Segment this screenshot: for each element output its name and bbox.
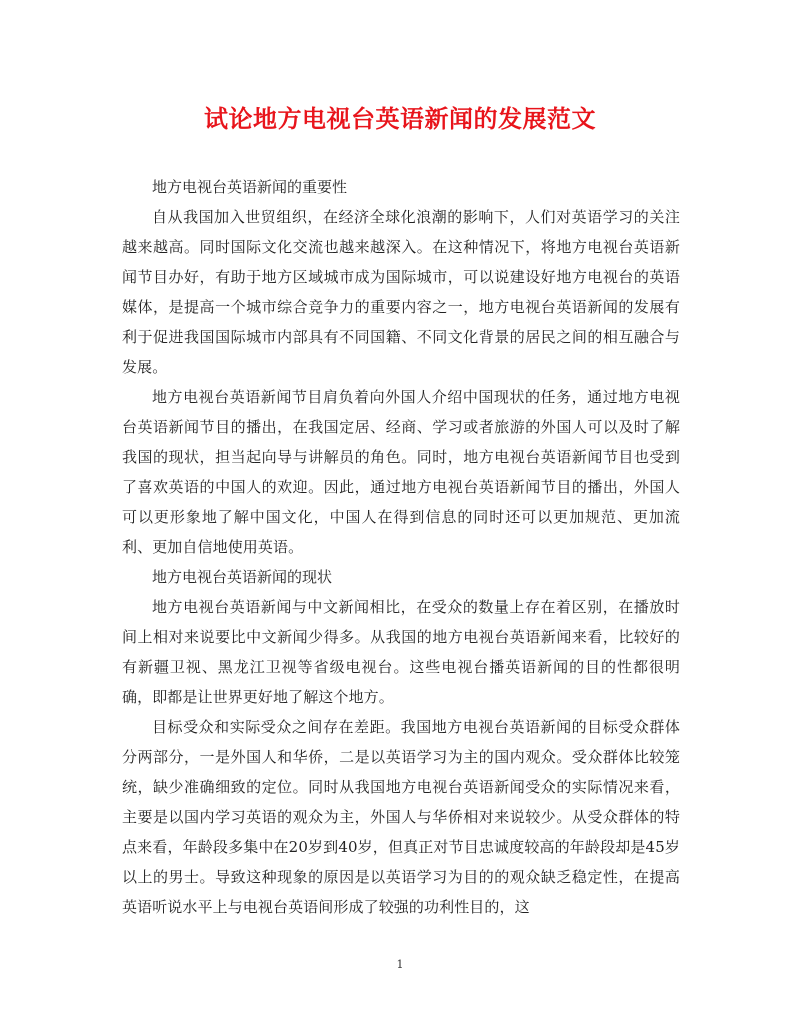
document-title: 试论地方电视台英语新闻的发展范文 <box>204 104 596 133</box>
section-heading: 地方电视台英语新闻的现状 <box>152 568 333 586</box>
page-number: 1 <box>396 958 404 971</box>
section-heading: 地方电视台英语新闻的重要性 <box>152 178 348 196</box>
paragraph: 地方电视台英语新闻节目肩负着向外国人介绍中国现状的任务，通过地方电视台英语新闻节目的播出，在我国定居、经商、学习或者旅游的外国人可以及时了解我国的现状，担当起向导与讲解员的角色。同时，地方电视台英语新闻节目也受到了喜欢英语的中国人的欢迎。因此，通过地方电视台英语新闻节目的播出，外国人可以更形象地了解中国文化，中国人在得到信息的同时还可以更加规范、更加流利、更加自信地使用英语。 <box>122 388 680 556</box>
paragraph: 地方电视台英语新闻与中文新闻相比，在受众的数量上存在着区别，在播放时间上相对来说要比中文新闻少得多。从我国的地方电视台英语新闻来看，比较好的有新疆卫视、黑龙江卫视等省级电视台。这些电视台播英语新闻的目的性都很明确，即都是让世界更好地了解这个地方。 <box>122 598 680 706</box>
paragraph: 目标受众和实际受众之间存在差距。我国地方电视台英语新闻的目标受众群体分两部分，一是外国人和华侨，二是以英语学习为主的国内观众。受众群体比较笼统，缺少准确细致的定位。同时从我国地方电视台英语新闻受众的实际情况来看，主要是以国内学习英语的观众为主，外国人与华侨相对来说较少。从受众群体的特点来看，年龄段多集中在20岁到40岁，但真正对节目忠诚度较高的年龄段却是45岁以上的男士。导致这种现象的原因是以英语学习为目的的观众缺乏稳定性，在提高英语听说水平上与电视台英语间形成了较强的功利性目的，这 <box>122 718 680 916</box>
document-body <box>122 172 680 922</box>
paragraph: 自从我国加入世贸组织，在经济全球化浪潮的影响下，人们对英语学习的关注越来越高。同时国际文化交流也越来越深入。在这种情况下，将地方电视台英语新闻节目办好，有助于地方区域城市成为国际城市，可以说建设好地方电视台的英语媒体，是提高一个城市综合竞争力的重要内容之一，地方电视台英语新闻的发展有利于促进我国国际城市内部具有不同国籍、不同文化背景的居民之间的相互融合与发展。 <box>122 208 680 376</box>
